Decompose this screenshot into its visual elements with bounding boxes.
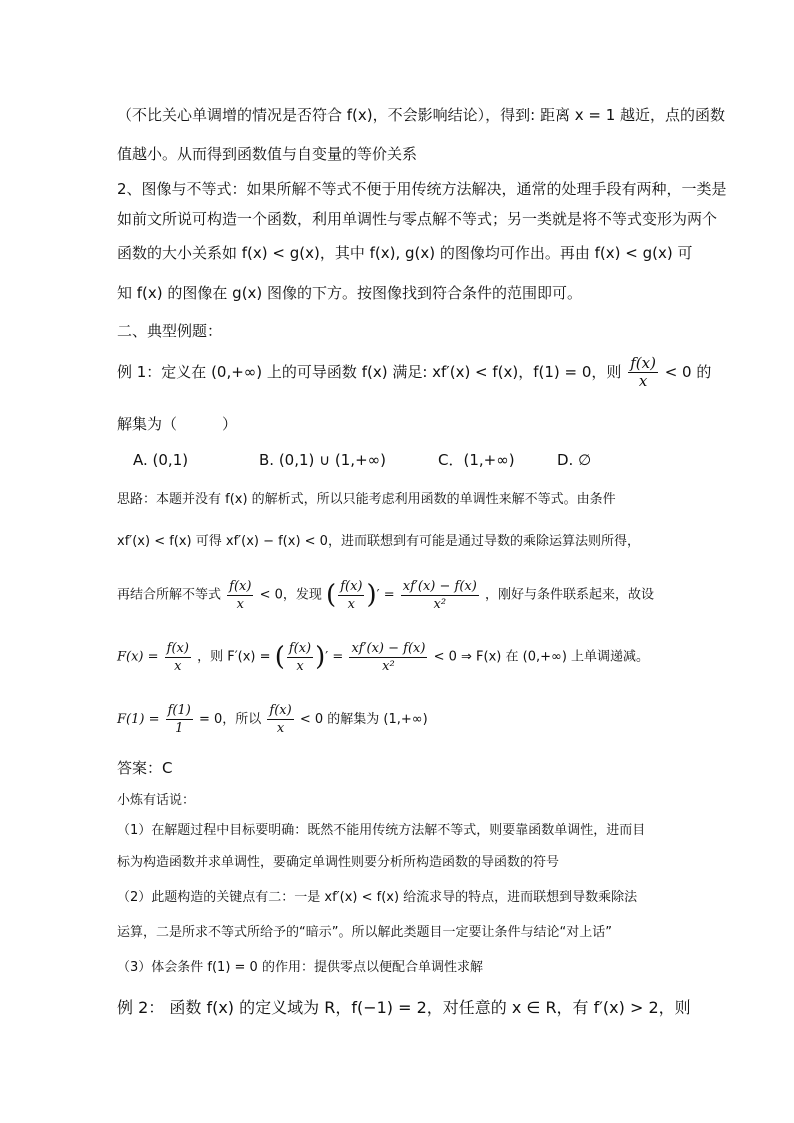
paragraph-line: （不比关心单调增的情况是否符合 f(x)，不会影响结论），得到: 距离 x = 1 越近，点的函数: [117, 106, 726, 124]
idea-math: F(x) =: [117, 649, 159, 665]
paragraph-line: 知 f(x) 的图像在 g(x) 图像的下方。按图像找到符合条件的范围即可。: [117, 284, 583, 302]
option-d: D. ∅: [557, 451, 592, 469]
fraction-numerator: f(x): [166, 640, 189, 656]
fraction-denominator: x: [347, 596, 355, 612]
idea-text: ，则 F′(x) =: [197, 649, 271, 665]
fraction-denominator: x: [236, 596, 244, 612]
fraction-numerator: f(1): [167, 703, 191, 718]
paragraph-line: 2、图像与不等式：如果所解不等式不便于用传统方法解决，通常的处理手段有两种，一类是: [117, 180, 727, 198]
idea-line: 思路：本题并没有 f(x) 的解析式，所以只能考虑利用函数的单调性来解不等式。由条件: [117, 492, 616, 507]
right-paren: ): [315, 642, 326, 672]
idea-line: [117, 700, 428, 740]
idea-text: 再结合所解不等式: [117, 587, 222, 603]
idea-text: < 0 ⇒ F(x) 在 (0,+∞) 上单调递减。: [433, 649, 650, 665]
idea-line: [117, 575, 654, 616]
idea-line: [117, 637, 649, 678]
section-title: 二、典型例题：: [117, 322, 223, 340]
remark-line: 运算，二是所求不等式所给予的“暗示”。所以解此类题目一定要让条件与结论“对上话”: [117, 925, 612, 940]
example-1-stem-line2: 解集为（ ）: [117, 415, 238, 433]
fraction-numerator: xf′(x) − f(x): [402, 578, 477, 594]
example-2-stem: 例 2： 函数 f(x) 的定义域为 R，f(−1) = 2，对任意的 x ∈ R，有 f′(x) > 2，则: [117, 998, 691, 1017]
fraction-denominator: x²: [433, 596, 447, 612]
remark-line: （2）此题构造的关键点有二：一是 xf′(x) < f(x) 给流求导的特点，进而联想到导数乘除法: [117, 890, 638, 905]
fraction: [401, 578, 479, 613]
paragraph-line: 值越小。从而得到函数值与自变量的等价关系: [117, 145, 418, 163]
example-1-stem: [117, 355, 711, 390]
example-1-stem-tail: < 0 的: [664, 363, 712, 381]
fraction: [165, 640, 191, 675]
fraction-numerator: f(x): [288, 640, 312, 656]
fraction: [349, 640, 427, 675]
right-paren: ): [366, 580, 377, 610]
paragraph-line: 函数的大小关系如 f(x) < g(x)，其中 f(x), g(x) 的图像均可作出。再由 f(x) < g(x) 可: [117, 244, 693, 262]
fraction: [338, 578, 364, 613]
fraction-numerator: f(x): [269, 703, 292, 718]
fraction-numerator: f(x): [340, 578, 363, 594]
remark-line: （1）在解题过程中目标要明确：既然不能用传统方法解不等式，则要靠函数单调性，进而目: [117, 823, 646, 838]
fraction-denominator: x: [276, 721, 285, 736]
prime-mark: ′: [376, 587, 380, 603]
fraction-denominator: x: [174, 658, 182, 674]
remarks-title: 小炼有话说：: [117, 793, 196, 808]
equals-sign: =: [332, 649, 344, 665]
fraction-numerator: f(x): [630, 354, 656, 372]
idea-text: = 0，所以: [198, 712, 262, 727]
left-paren: (: [274, 642, 285, 672]
example-1-stem-text: 例 1：定义在 (0,+∞) 上的可导函数 f(x) 满足: xf′(x) < f(x)，f(1) = 0，则: [117, 363, 622, 381]
fraction-denominator: 1: [175, 721, 184, 736]
prime-mark: ′: [325, 649, 329, 665]
answer: 答案：C: [117, 759, 173, 777]
idea-text: < 0 的解集为 (1,+∞): [299, 712, 428, 727]
option-c: C．(1,+∞): [438, 451, 515, 469]
idea-text: ，刚好与条件联系起来，故设: [484, 587, 654, 603]
fraction: [287, 640, 313, 675]
fraction: [267, 702, 293, 737]
fraction: [628, 355, 658, 390]
paragraph-line: 如前文所说可构造一个函数，利用单调性与零点解不等式；另一类就是将不等式变形为两个: [117, 210, 718, 228]
left-paren: (: [326, 580, 337, 610]
remark-line: （3）体会条件 f(1) = 0 的作用：提供零点以便配合单调性求解: [117, 960, 483, 975]
idea-line: xf′(x) < f(x) 可得 xf′(x) − f(x) < 0，进而联想到有可能是通过导数的乘除运算法则所得，: [117, 534, 640, 549]
option-a: A. (0,1): [133, 451, 189, 469]
remark-line: 标为构造函数并求单调性，要确定单调性则要分析所构造函数的导函数的符号: [117, 855, 560, 870]
fraction-denominator: x: [296, 658, 304, 674]
fraction-numerator: f(x): [229, 578, 252, 594]
fraction-denominator: x²: [382, 658, 395, 674]
fraction: [227, 578, 253, 613]
fraction-numerator: xf′(x) − f(x): [351, 640, 426, 656]
idea-math: F(1) =: [117, 712, 160, 727]
fraction-denominator: x: [638, 372, 648, 390]
fraction: [166, 702, 193, 737]
equals-sign: =: [383, 587, 395, 603]
idea-text: < 0，发现: [259, 587, 322, 603]
option-b: B. (0,1) ∪ (1,+∞): [259, 451, 386, 469]
